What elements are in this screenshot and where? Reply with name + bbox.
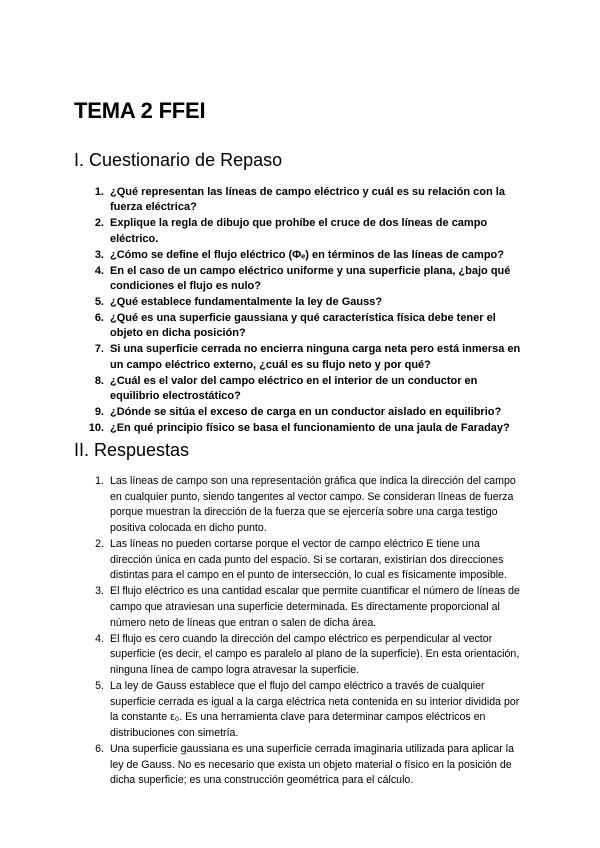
question-item: [84, 264, 524, 294]
question-item: [84, 374, 524, 404]
question-item: [84, 295, 524, 310]
answer-text: El flujo es cero cuando la dirección del campo eléctrico es perpendicular al vector superficie (es decir, el campo es paralelo al plano de la superficie). En esta orientación, ninguna línea de campo logra atravesar la superficie.: [110, 632, 520, 676]
question-number: 4.: [94, 264, 104, 277]
answers-list: [84, 474, 524, 789]
answer-number: 2.: [95, 537, 104, 550]
question-item: [84, 405, 524, 420]
question-item: [84, 216, 524, 246]
questions-list: [84, 185, 524, 437]
answer-text: El flujo eléctrico es una cantidad escalar que permite cuantificar el número de líneas de campo que atraviesan una superficie determinada. Es directamente proporcional al número neto de líneas que entran o salen de dicha área.: [110, 585, 520, 629]
answer-item: [84, 679, 524, 741]
question-number: 2.: [94, 217, 104, 230]
section-heading-answers: II. Respuestas: [74, 440, 190, 460]
question-text: En el caso de un campo eléctrico uniforme y una superficie plana, ¿bajo qué condiciones el flujo es nulo?: [110, 264, 511, 292]
question-text: ¿Dónde se sitúa el exceso de carga en un conductor aislado en equilibrio?: [110, 405, 502, 418]
question-text: Explique la regla de dibujo que prohíbe el cruce de dos líneas de campo eléctrico.: [110, 217, 488, 245]
answer-number: 4.: [95, 632, 104, 645]
question-number: 8.: [94, 374, 104, 387]
answer-text: Las líneas no pueden cortarse porque el vector de campo eléctrico E tiene una dirección única en cada punto del espacio. Si se cortaran, existirían dos direcciones distintas para el campo en el punto de intersección, lo cual es físicamente imposible.: [110, 537, 507, 582]
document-title: TEMA 2 FFEI: [74, 98, 206, 123]
question-item: [84, 421, 524, 436]
answer-item: [84, 742, 524, 789]
question-item: [84, 311, 524, 341]
question-text: ¿Cuál es el valor del campo eléctrico en el interior de un conductor en equilibrio electrostático?: [110, 374, 478, 402]
answer-number: 3.: [95, 585, 104, 598]
question-text: ¿Qué representan las líneas de campo eléctrico y cuál es su relación con la fuerza eléctrica?: [110, 186, 505, 214]
question-item: [84, 248, 524, 263]
section-heading-review-questions: I. Cuestionario de Repaso: [74, 150, 283, 170]
answer-item: [84, 474, 524, 536]
question-text: Si una superficie cerrada no encierra ninguna carga neta pero está inmersa en un campo eléctrico externo, ¿cuál es su flujo neto y por qué?: [110, 343, 521, 371]
answer-number: 1.: [95, 475, 104, 487]
question-number: 9.: [94, 405, 104, 418]
question-number: 1.: [94, 186, 104, 198]
question-number: 3.: [94, 248, 104, 261]
answer-number: 6.: [95, 743, 104, 756]
answer-item: [84, 632, 524, 679]
question-text: ¿Qué es una superficie gaussiana y qué característica física debe tener el objeto en dicha posición?: [110, 312, 496, 340]
question-item: [84, 342, 524, 372]
question-text: ¿Cómo se define el flujo eléctrico (Φₑ) en términos de las líneas de campo?: [110, 248, 504, 261]
answer-text: Una superficie gaussiana es una superficie cerrada imaginaria utilizada para aplicar la ley de Gauss. No es necesario que exista un objeto material o físico en la posición de dicha superficie; es una construcción geométrica para el cálculo.: [110, 743, 514, 787]
question-text: ¿Qué establece fundamentalmente la ley de Gauss?: [110, 295, 383, 308]
question-number: 6.: [94, 312, 104, 325]
answer-item: [84, 584, 524, 631]
answer-text: La ley de Gauss establece que el flujo del campo eléctrico a través de cualquier superficie cerrada es igual a la carga eléctrica neta contenida en su interior dividida por la constante ε₀. Es una herramienta clave para determinar campos eléctricos en distribuciones con simetría.: [110, 680, 520, 739]
answer-number: 5.: [95, 680, 104, 693]
answer-item: [84, 537, 524, 584]
question-number: 7.: [94, 343, 104, 356]
answer-text: Las líneas de campo son una representación gráfica que indica la dirección del campo en cualquier punto, siendo tangentes al vector campo. Se consideran líneas de fuerza porque muestran la dirección de la fuerza que se ejercería sobre una carga testigo positiva colocada en dicho punto.: [110, 475, 516, 534]
question-text: ¿En qué principio físico se basa el funcionamiento de una jaula de Faraday?: [110, 422, 510, 435]
question-item: [84, 185, 524, 215]
question-number: 10.: [88, 422, 104, 435]
question-number: 5.: [94, 295, 104, 308]
